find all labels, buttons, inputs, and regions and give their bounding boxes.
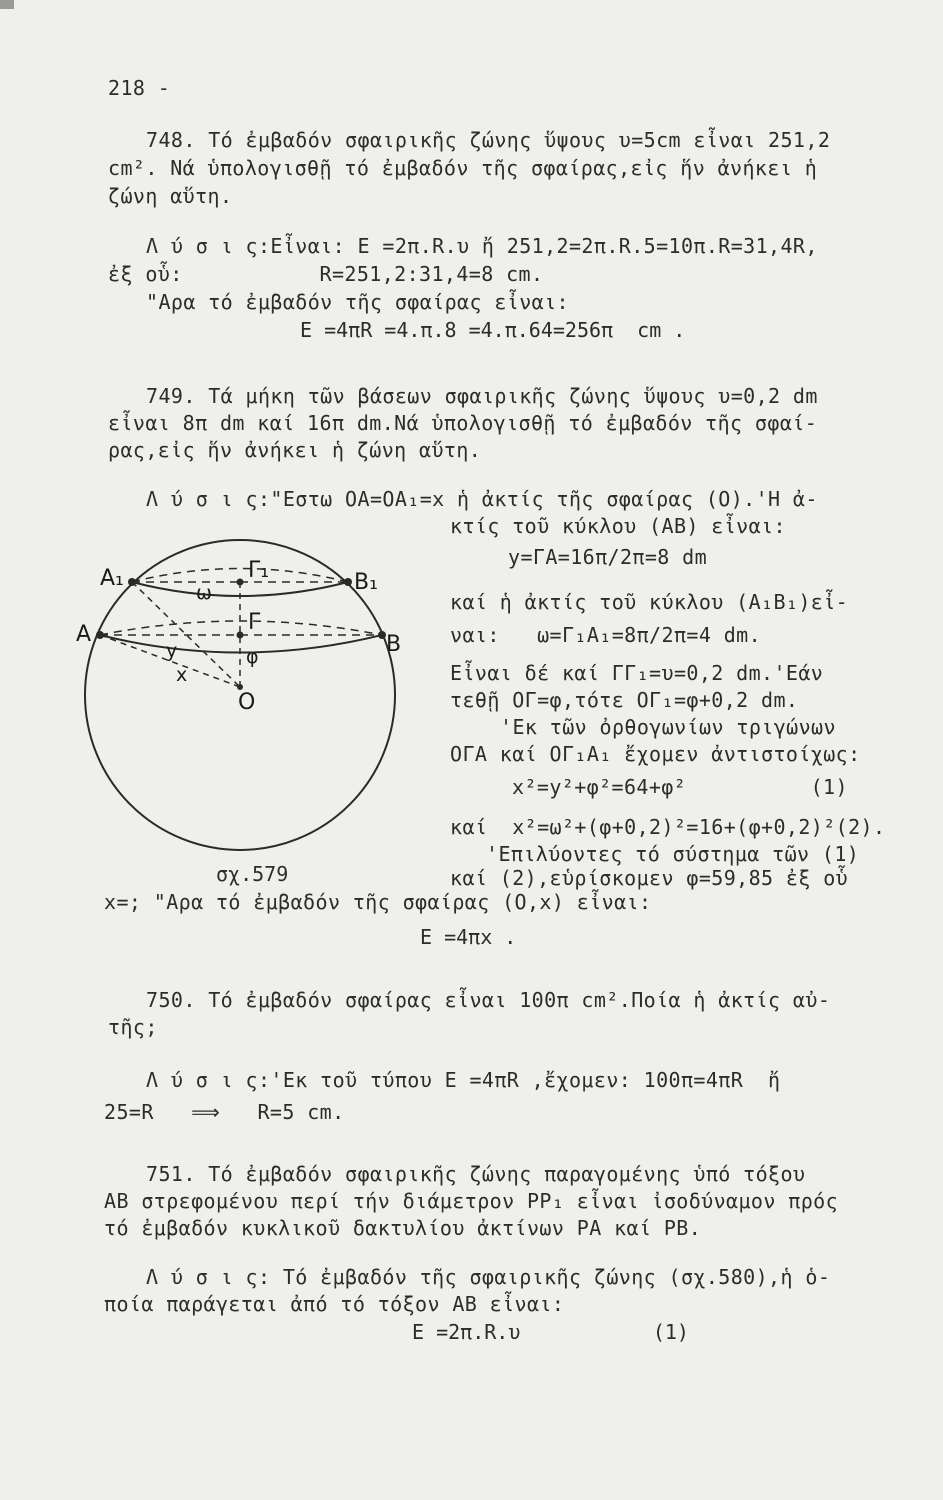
- solution-749-line-4: καί ἡ ἀκτίς τοῦ κύκλου (Α₁Β₁)εἶ-: [450, 590, 849, 614]
- solution-749-line-6: Εἶναι δέ καί ΓΓ₁=υ=0,2 dm.'Εάν: [450, 661, 824, 685]
- solution-749-line-12: 'Επιλύοντες τό σύστημα τῶν (1): [486, 842, 860, 866]
- point-b1: [344, 578, 352, 586]
- solution-750-line-2: 25=R ⟹ R=5 cm.: [104, 1100, 345, 1124]
- point-g: [237, 632, 244, 639]
- page-number: 218 -: [108, 76, 171, 100]
- solution-749-line-2: κτίς τοῦ κύκλου (ΑΒ) εἶναι:: [450, 514, 786, 538]
- problem-751-line-3: τό ἐμβαδόν κυκλικοῦ δακτυλίου ἀκτίνων ΡΑ καί ΡΒ.: [104, 1216, 702, 1240]
- solution-748-line-1: Λ ύ σ ι ς:Εἶναι: Ε =2π.R.υ ἤ 251,2=2π.R.5=10π.R=31,4R,: [146, 234, 818, 258]
- solution-749-line-9: ΟΓΑ καί ΟΓ₁Α₁ ἔχομεν ἀντιστοίχως:: [450, 742, 861, 766]
- point-a1: [128, 578, 136, 586]
- problem-748-line-2: cm². Νά ὑπολογισθῇ τό ἐμβαδόν τῆς σφαίρας,εἰς ἥν ἀνήκει ἡ: [108, 156, 818, 180]
- problem-749-line-3: ρας,εἰς ἥν ἀνήκει ἡ ζώνη αὕτη.: [108, 438, 482, 462]
- label-b: B: [386, 632, 402, 657]
- point-b: [378, 631, 386, 639]
- solution-749-line-5: ναι: ω=Γ₁Α₁=8π/2π=4 dm.: [450, 623, 762, 647]
- solution-751-formula: Ε =2π.R.υ (1): [412, 1320, 689, 1344]
- label-omega: ω: [196, 582, 212, 604]
- solution-749-line-3: y=ΓΑ=16π/2π=8 dm: [508, 545, 708, 569]
- solution-748-line-3: "Αρα τό ἐμβαδόν τῆς σφαίρας εἶναι:: [146, 290, 569, 314]
- solution-751-line-1: Λ ύ σ ι ς: Τό ἐμβαδόν τῆς σφαιρικῆς ζώνης (σχ.580),ἡ ὁ-: [146, 1265, 831, 1289]
- point-g1: [237, 579, 244, 586]
- solution-749-line-14: x=; "Αρα τό ἐμβαδόν τῆς σφαίρας (Ο,x) εἶναι:: [104, 890, 652, 914]
- label-phi: φ: [246, 646, 259, 668]
- label-o: O: [238, 690, 256, 715]
- label-x: x: [176, 664, 188, 686]
- solution-750-line-1: Λ ύ σ ι ς:'Εκ τοῦ τύπου Ε =4πR ,ἔχομεν: 100π=4πR ἤ: [146, 1068, 781, 1092]
- problem-749-line-1: 749. Τά μήκη τῶν βάσεων σφαιρικῆς ζώνης ὕψους υ=0,2 dm: [146, 384, 818, 408]
- solution-749-formula: Ε =4πx .: [420, 925, 517, 949]
- label-g1: Γ₁: [248, 558, 270, 583]
- solution-748-formula: Ε =4πR =4.π.8 =4.π.64=256π cm .: [300, 318, 686, 342]
- point-a: [96, 631, 104, 639]
- solution-751-line-2: ποία παράγεται ἀπό τό τόξον ΑΒ εἶναι:: [104, 1292, 565, 1316]
- sphere-figure: [70, 525, 420, 855]
- solution-749-eq-1: x²=y²+φ²=64+φ² (1): [512, 775, 848, 799]
- label-a1: A₁: [100, 566, 124, 591]
- solution-749-line-8: 'Εκ τῶν ὀρθογωνίων τριγώνων: [500, 715, 836, 739]
- problem-750-line-2: τῆς;: [108, 1015, 158, 1039]
- label-g: Γ: [248, 610, 261, 635]
- solution-749-line-1: Λ ύ σ ι ς:"Εστω ΟΑ=ΟΑ₁=x ἡ ἀκτίς τῆς σφαίρας (Ο).'Η ἀ-: [146, 487, 818, 511]
- label-a: A: [76, 622, 92, 647]
- solution-749-line-13: καί (2),εὑρίσκομεν φ=59,85 ἐξ οὗ: [450, 866, 849, 890]
- problem-751-line-2: ΑΒ στρεφομένου περί τήν διάμετρον ΡΡ₁ εἶναι ἰσοδύναμον πρός: [104, 1189, 839, 1213]
- problem-748-line-1: 748. Τό ἐμβαδόν σφαιρικῆς ζώνης ὕψους υ=5cm εἶναι 251,2: [146, 128, 831, 152]
- problem-751-line-1: 751. Τό ἐμβαδόν σφαιρικῆς ζώνης παραγομένης ὑπό τόξου: [146, 1162, 806, 1186]
- problem-750-line-1: 750. Τό ἐμβαδόν σφαίρας εἶναι 100π cm².Ποία ἡ ἀκτίς αὐ-: [146, 988, 831, 1012]
- label-b1: B₁: [354, 570, 378, 595]
- solution-749-eq-2: καί x²=ω²+(φ+0,2)²=16+(φ+0,2)²(2).: [450, 815, 886, 839]
- label-y: y: [166, 640, 178, 662]
- problem-749-line-2: εἶναι 8π dm καί 16π dm.Νά ὑπολογισθῇ τό ἐμβαδόν τῆς σφαί-: [108, 411, 818, 435]
- page-edge-mark: [0, 0, 14, 9]
- solution-748-line-2: ἐξ οὗ: R=251,2:31,4=8 cm.: [108, 262, 544, 286]
- problem-748-line-3: ζώνη αὕτη.: [108, 184, 233, 208]
- solution-749-line-7: τεθῇ ΟΓ=φ,τότε ΟΓ₁=φ+0,2 dm.: [450, 688, 799, 712]
- figure-caption: σχ.579: [216, 862, 289, 886]
